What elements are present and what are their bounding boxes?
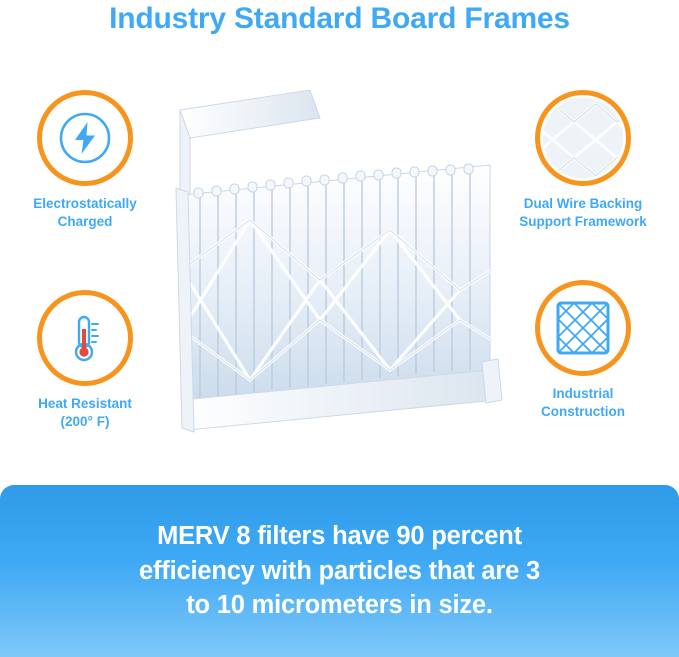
feature-label	[508, 195, 658, 231]
feature-electrostatically-charged	[10, 90, 160, 231]
feature-heat-resistant	[10, 290, 160, 431]
feature-label-line1: Heat Resistant	[38, 396, 132, 411]
thermometer-icon	[56, 309, 114, 367]
product-illustration	[160, 70, 510, 470]
feature-label-line2: Support Framework	[519, 214, 647, 230]
banner-text	[30, 519, 650, 622]
air-filter-graphic	[160, 70, 510, 470]
feature-dual-wire-backing	[508, 90, 658, 231]
feature-label-line1: Industrial	[552, 386, 614, 401]
banner-line-1: MERV 8 filters have 90 percent	[157, 522, 522, 551]
lightning-bolt-icon	[58, 111, 112, 165]
feature-label-line2: (200° F)	[60, 414, 110, 430]
feature-badge-circle	[37, 290, 133, 386]
feature-badge-circle	[535, 280, 631, 376]
banner-line-3: to 10 micrometers in size.	[186, 591, 493, 620]
mesh-panel-icon	[552, 297, 614, 359]
feature-label	[10, 395, 160, 431]
feature-label-line1: Dual Wire Backing	[523, 196, 643, 211]
banner-line-2: efficiency with particles that are 3	[139, 556, 540, 585]
merv-rating-banner	[0, 485, 679, 657]
feature-label	[508, 385, 658, 421]
wire-mesh-photo-icon	[540, 90, 626, 186]
feature-badge-circle	[37, 90, 133, 186]
feature-label-line2: Construction	[541, 404, 625, 420]
feature-label-line2: Charged	[57, 214, 113, 230]
feature-label-line1: Electrostatically	[33, 196, 137, 211]
feature-industrial-construction	[508, 280, 658, 421]
feature-label	[10, 195, 160, 231]
feature-badge-circle	[535, 90, 631, 186]
page-title: Industry Standard Board Frames	[109, 2, 570, 35]
